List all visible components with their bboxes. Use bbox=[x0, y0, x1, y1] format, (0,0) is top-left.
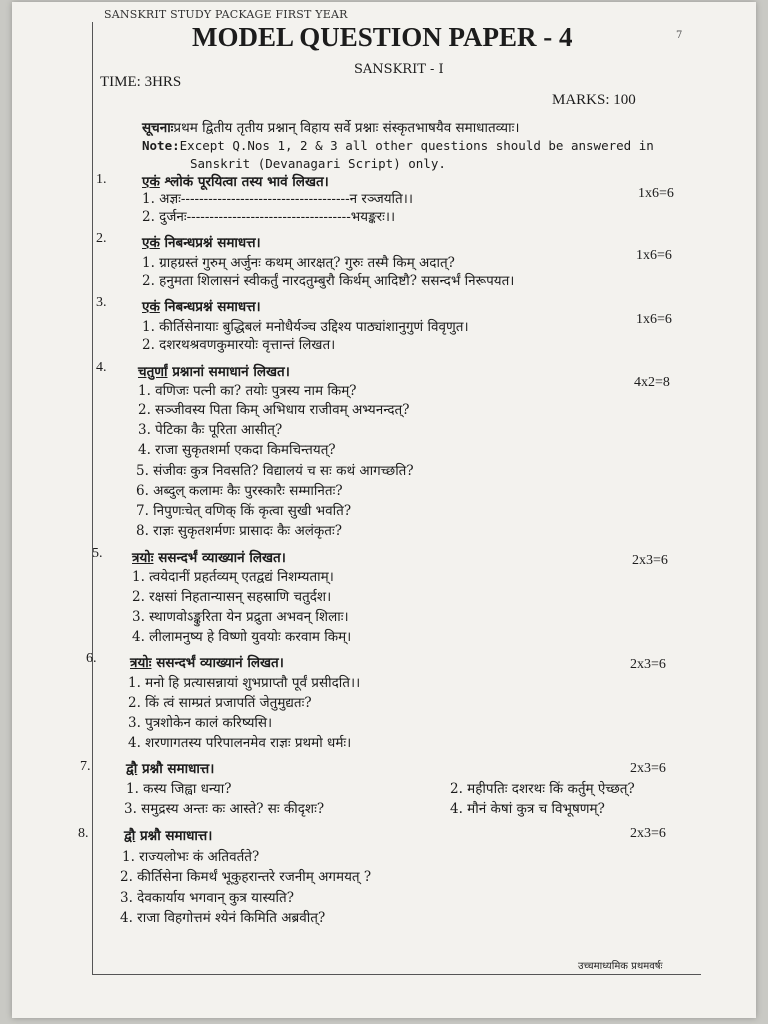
question-heading: त्रयोः ससन्दर्भं व्याख्यानं लिखत। bbox=[132, 550, 286, 566]
question-item: 8. राज्ञः सुकृतशर्मणः प्रासादः कैः अलंकृतः? bbox=[136, 523, 342, 539]
question-item: 2. कीर्तिसेना किमर्थं भूकुहरान्तरे रजनीम् अगमयत् ? bbox=[120, 869, 372, 885]
note-label: Note: bbox=[142, 138, 180, 153]
question-item: 2. दशरथश्रवणकुमारयोः वृत्तान्तं लिखत। bbox=[142, 337, 336, 353]
question-number: 8. bbox=[78, 826, 89, 841]
question-heading: एकं श्लोकं पूरयित्वा तस्य भावं लिखत। bbox=[142, 174, 329, 190]
question-heading: द्वौ प्रश्नौ समाधात्त। bbox=[124, 828, 213, 844]
question-number: 5. bbox=[92, 546, 103, 561]
question-item: 3. समुद्रस्य अन्तः कः आस्ते? सः कीदृशः? bbox=[124, 801, 325, 817]
page-title: MODEL QUESTION PAPER - 4 bbox=[192, 22, 573, 52]
question-item: 4. शरणागतस्य परिपालनमेव राज्ञः प्रथमो धर्मः। bbox=[128, 735, 352, 751]
question-item: 2. सञ्जीवस्य पिता किम् अभिधाय राजीवम् अभ्यनन्दत्? bbox=[138, 402, 410, 418]
question-marks: 2x3=6 bbox=[632, 553, 668, 568]
question-item: 1. त्वयेदानीं प्रहर्तव्यम् एतद्वद्यं निशम्यताम्। bbox=[132, 569, 334, 585]
note-line-2: Sanskrit (Devanagari Script) only. bbox=[190, 156, 446, 171]
question-item: 4. राजा विहगोत्तमं श्येनं किमिति अब्रवीत्? bbox=[120, 910, 326, 926]
question-number: 7. bbox=[80, 759, 91, 774]
question-number: 3. bbox=[96, 295, 107, 310]
question-item: 3. देवकार्याय भगवान् कुत्र यास्यति? bbox=[120, 890, 294, 906]
question-item: 2. महीपतिः दशरथः किं कर्तुम् ऐच्छत्? bbox=[450, 781, 635, 797]
footer-text: उच्चमाध्यमिक प्रथमवर्षः bbox=[578, 961, 663, 972]
marks-label: MARKS: 100 bbox=[552, 92, 636, 108]
question-item: 3. पुत्रशोकेन कालं करिष्यसि। bbox=[128, 715, 273, 731]
question-item: 1. कीर्तिसेनायाः बुद्धिबलं मनोधैर्यञ्च उद्दिश्य पाठ्यांशानुगुणं विवृणुत। bbox=[142, 319, 469, 335]
question-heading: एकं निबन्धप्रश्नं समाधत्त। bbox=[142, 235, 261, 251]
question-item: 1. मनो हि प्रत्यासन्नायां शुभप्राप्तौ पूर्वं प्रसीदति।। bbox=[128, 675, 361, 691]
instruction-text: प्रथम द्वितीय तृतीय प्रश्नान् विहाय सर्वे प्रश्नाः संस्कृतभाषयैव समाधातव्याः। bbox=[173, 120, 520, 136]
question-item: 2. दुर्जनः------------------------------------भयङ्करः।। bbox=[142, 209, 396, 225]
question-item: 4. लीलामनुष्य हे विष्णो युवयोः करवाम किम्। bbox=[132, 629, 352, 645]
question-heading: त्रयोः ससन्दर्भं व्याख्यानं लिखत। bbox=[130, 655, 284, 671]
note-line bbox=[142, 138, 654, 153]
question-number: 4. bbox=[96, 360, 107, 375]
question-item: 2. रक्षसां निहतान्यासन् सहस्राणि चतुर्दश। bbox=[132, 589, 332, 605]
question-item: 1. कस्य जिह्वा धन्या? bbox=[126, 781, 232, 797]
question-item: 6. अब्दुल् कलामः कैः पुरस्कारैः सम्मानितः? bbox=[136, 483, 343, 499]
question-item: 2. हनुमता शिलासनं स्वीकर्तुं नारदतुम्बुरौ किर्थम् आदिष्टौ? ससन्दर्भं निरूपयत। bbox=[142, 273, 515, 289]
question-item: 3. पेटिका कैः पूरिता आसीत्? bbox=[138, 422, 283, 438]
question-marks: 1x6=6 bbox=[636, 312, 672, 327]
question-heading: चतुर्णां प्रश्नानां समाधानं लिखत। bbox=[138, 364, 290, 380]
question-marks: 2x3=6 bbox=[630, 657, 666, 672]
note-text: Except Q.Nos 1, 2 & 3 all other questions should be answered in bbox=[179, 138, 654, 153]
time-label: TIME: 3HRS bbox=[100, 74, 182, 90]
question-marks: 2x3=6 bbox=[630, 826, 666, 841]
question-marks: 1x6=6 bbox=[636, 248, 672, 263]
question-item: 5. संजीवः कुत्र निवसति? विद्यालयं च सः कथं आगच्छति? bbox=[136, 463, 414, 479]
question-item: 1. वणिजः पत्नी का? तयोः पुत्रस्य नाम किम्? bbox=[138, 383, 357, 399]
question-item: 1. ग्राहग्रस्तं गुरुम् अर्जुनः कथम् आरक्षत्? गुरुः तस्मै किम् अदात्? bbox=[142, 255, 455, 271]
question-number: 2. bbox=[96, 231, 107, 246]
paper-subtitle: SANSKRIT - I bbox=[354, 62, 444, 77]
question-item: 4. राजा सुकृतशर्मा एकदा किमचिन्तयत्? bbox=[138, 442, 336, 458]
question-heading: द्वौ प्रश्नौ समाधात्त। bbox=[126, 761, 215, 777]
instruction-sanskrit bbox=[142, 118, 519, 136]
question-item: 1. अज्ञः-------------------------------------न रञ्जयति।। bbox=[142, 191, 413, 207]
package-header: SANSKRIT STUDY PACKAGE FIRST YEAR bbox=[104, 8, 348, 21]
question-marks: 1x6=6 bbox=[638, 186, 674, 201]
question-number: 6. bbox=[86, 651, 97, 666]
question-item: 2. किं त्वं साम्प्रतं प्रजापतिं जेतुमुद्यतः? bbox=[128, 695, 312, 711]
question-item: 7. निपुणःचेत् वणिक् किं कृत्वा सुखी भवति? bbox=[136, 503, 352, 519]
instruction-label: सूचनाः bbox=[142, 120, 174, 136]
question-heading: एकं निबन्धप्रश्नं समाधत्त। bbox=[142, 299, 261, 315]
question-marks: 2x3=6 bbox=[630, 761, 666, 776]
page-number: 7 bbox=[676, 30, 683, 41]
question-item: 1. राज्यलोभः कं अतिवर्तते? bbox=[122, 849, 260, 865]
question-item: 3. स्थाणवोऽङ्कुरिता येन प्रद्रुता अभवन् शिलाः। bbox=[132, 609, 349, 625]
question-marks: 4x2=8 bbox=[634, 375, 670, 390]
question-item: 4. मौनं केषां कुत्र च विभूषणम्? bbox=[450, 801, 605, 817]
question-number: 1. bbox=[96, 172, 107, 187]
